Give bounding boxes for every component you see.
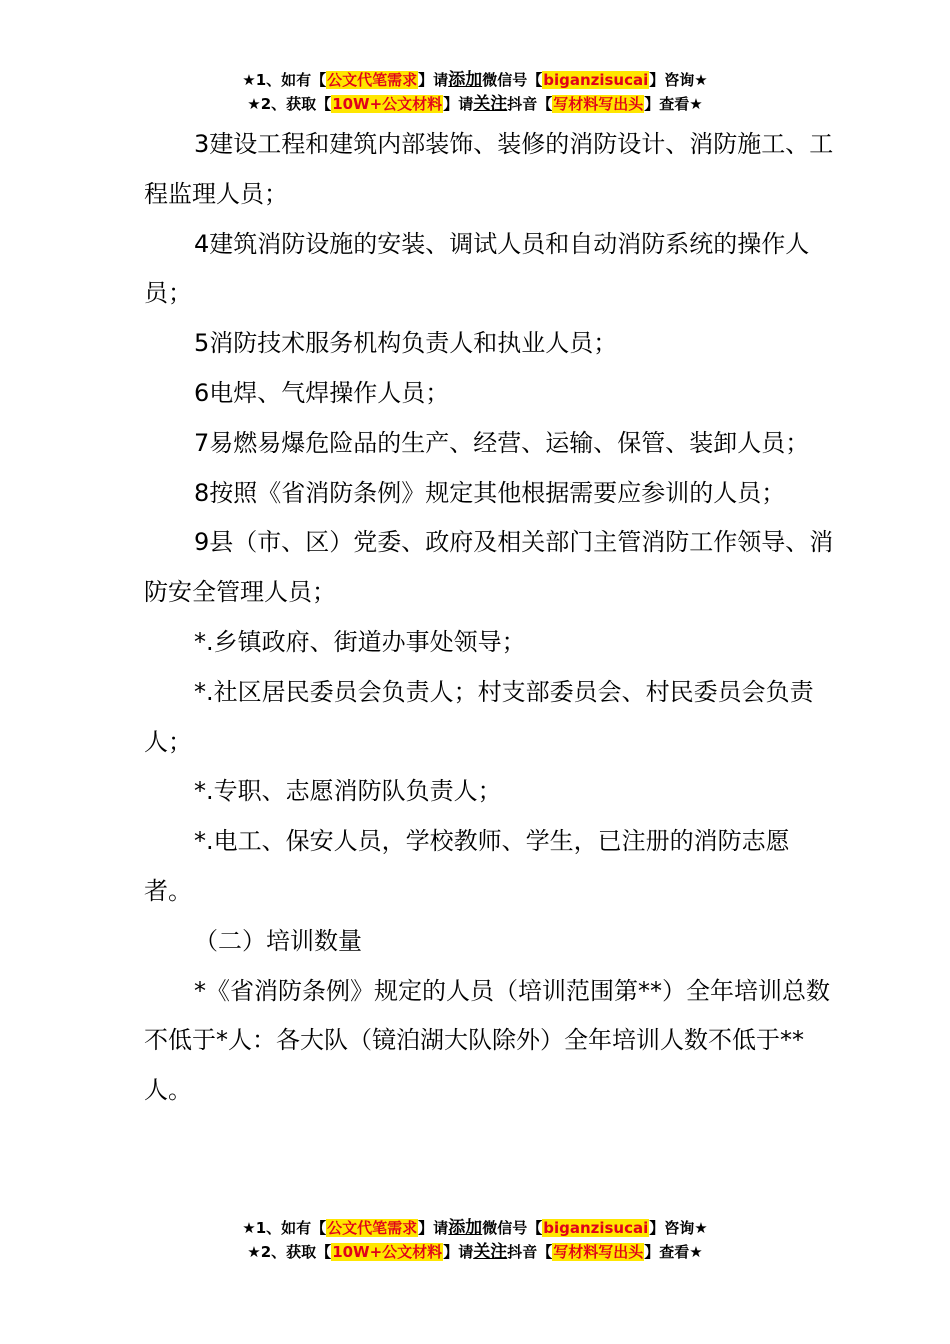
highlight-douyin: 写材料写出头 <box>553 1243 644 1261</box>
section-heading-training-quantity: （二）培训数量 <box>194 926 362 955</box>
highlight-materials: 10W+公文材料 <box>332 95 443 113</box>
highlight-wechat-id: biganzisucai <box>543 1219 649 1237</box>
header-banner-line-1: ★1、如有【公文代笔需求】请添加微信号【biganzisucai】咨询★ <box>242 70 708 90</box>
paragraph-item-8: 8按照《省消防条例》规定其他根据需要应参训的人员； <box>194 478 786 507</box>
footer-banner-line-2: ★2、获取【10W+公文材料】请关注抖音【写材料写出头】查看★ <box>247 1242 703 1262</box>
footer-banner <box>0 1216 950 1264</box>
highlight-service: 公文代笔需求 <box>327 71 418 89</box>
paragraph-item-4: 4建筑消防设施的安装、调试人员和自动消防系统的操作人员； <box>144 229 810 308</box>
paragraph-item-7: 7易燃易爆危险品的生产、经营、运输、保管、装卸人员； <box>194 428 810 457</box>
paragraph-training-quantity: *《省消防条例》规定的人员（培训范围第**）全年培训总数不低于*人：各大队（镜泊湖大队除外）全年培训人数不低于**人。 <box>144 976 830 1105</box>
highlight-douyin: 写材料写出头 <box>553 95 644 113</box>
paragraph-item-fire-team: *.专职、志愿消防队负责人； <box>194 777 502 806</box>
highlight-wechat-id: biganzisucai <box>543 71 649 89</box>
paragraph-item-community: *.社区居民委员会负责人；村支部委员会、村民委员会负责人； <box>144 677 814 756</box>
paragraph-item-electricians: *.电工、保安人员，学校教师、学生，已注册的消防志愿者。 <box>144 827 790 905</box>
paragraph-item-5: 5消防技术服务机构负责人和执业人员； <box>194 329 618 358</box>
document-body <box>144 120 834 1116</box>
highlight-materials: 10W+公文材料 <box>332 1243 443 1261</box>
paragraph-item-9: 9县（市、区）党委、政府及相关部门主管消防工作领导、消防安全管理人员； <box>144 528 834 607</box>
paragraph-item-township: *.乡镇政府、街道办事处领导； <box>194 627 526 656</box>
paragraph-item-6: 6电焊、气焊操作人员； <box>194 378 450 407</box>
header-banner-line-2: ★2、获取【10W+公文材料】请关注抖音【写材料写出头】查看★ <box>247 94 703 114</box>
header-banner <box>0 68 950 116</box>
footer-banner-line-1: ★1、如有【公文代笔需求】请添加微信号【biganzisucai】咨询★ <box>242 1218 708 1238</box>
highlight-service: 公文代笔需求 <box>327 1219 418 1237</box>
paragraph-item-3: 3建设工程和建筑内部装饰、装修的消防设计、消防施工、工程监理人员； <box>144 130 834 208</box>
